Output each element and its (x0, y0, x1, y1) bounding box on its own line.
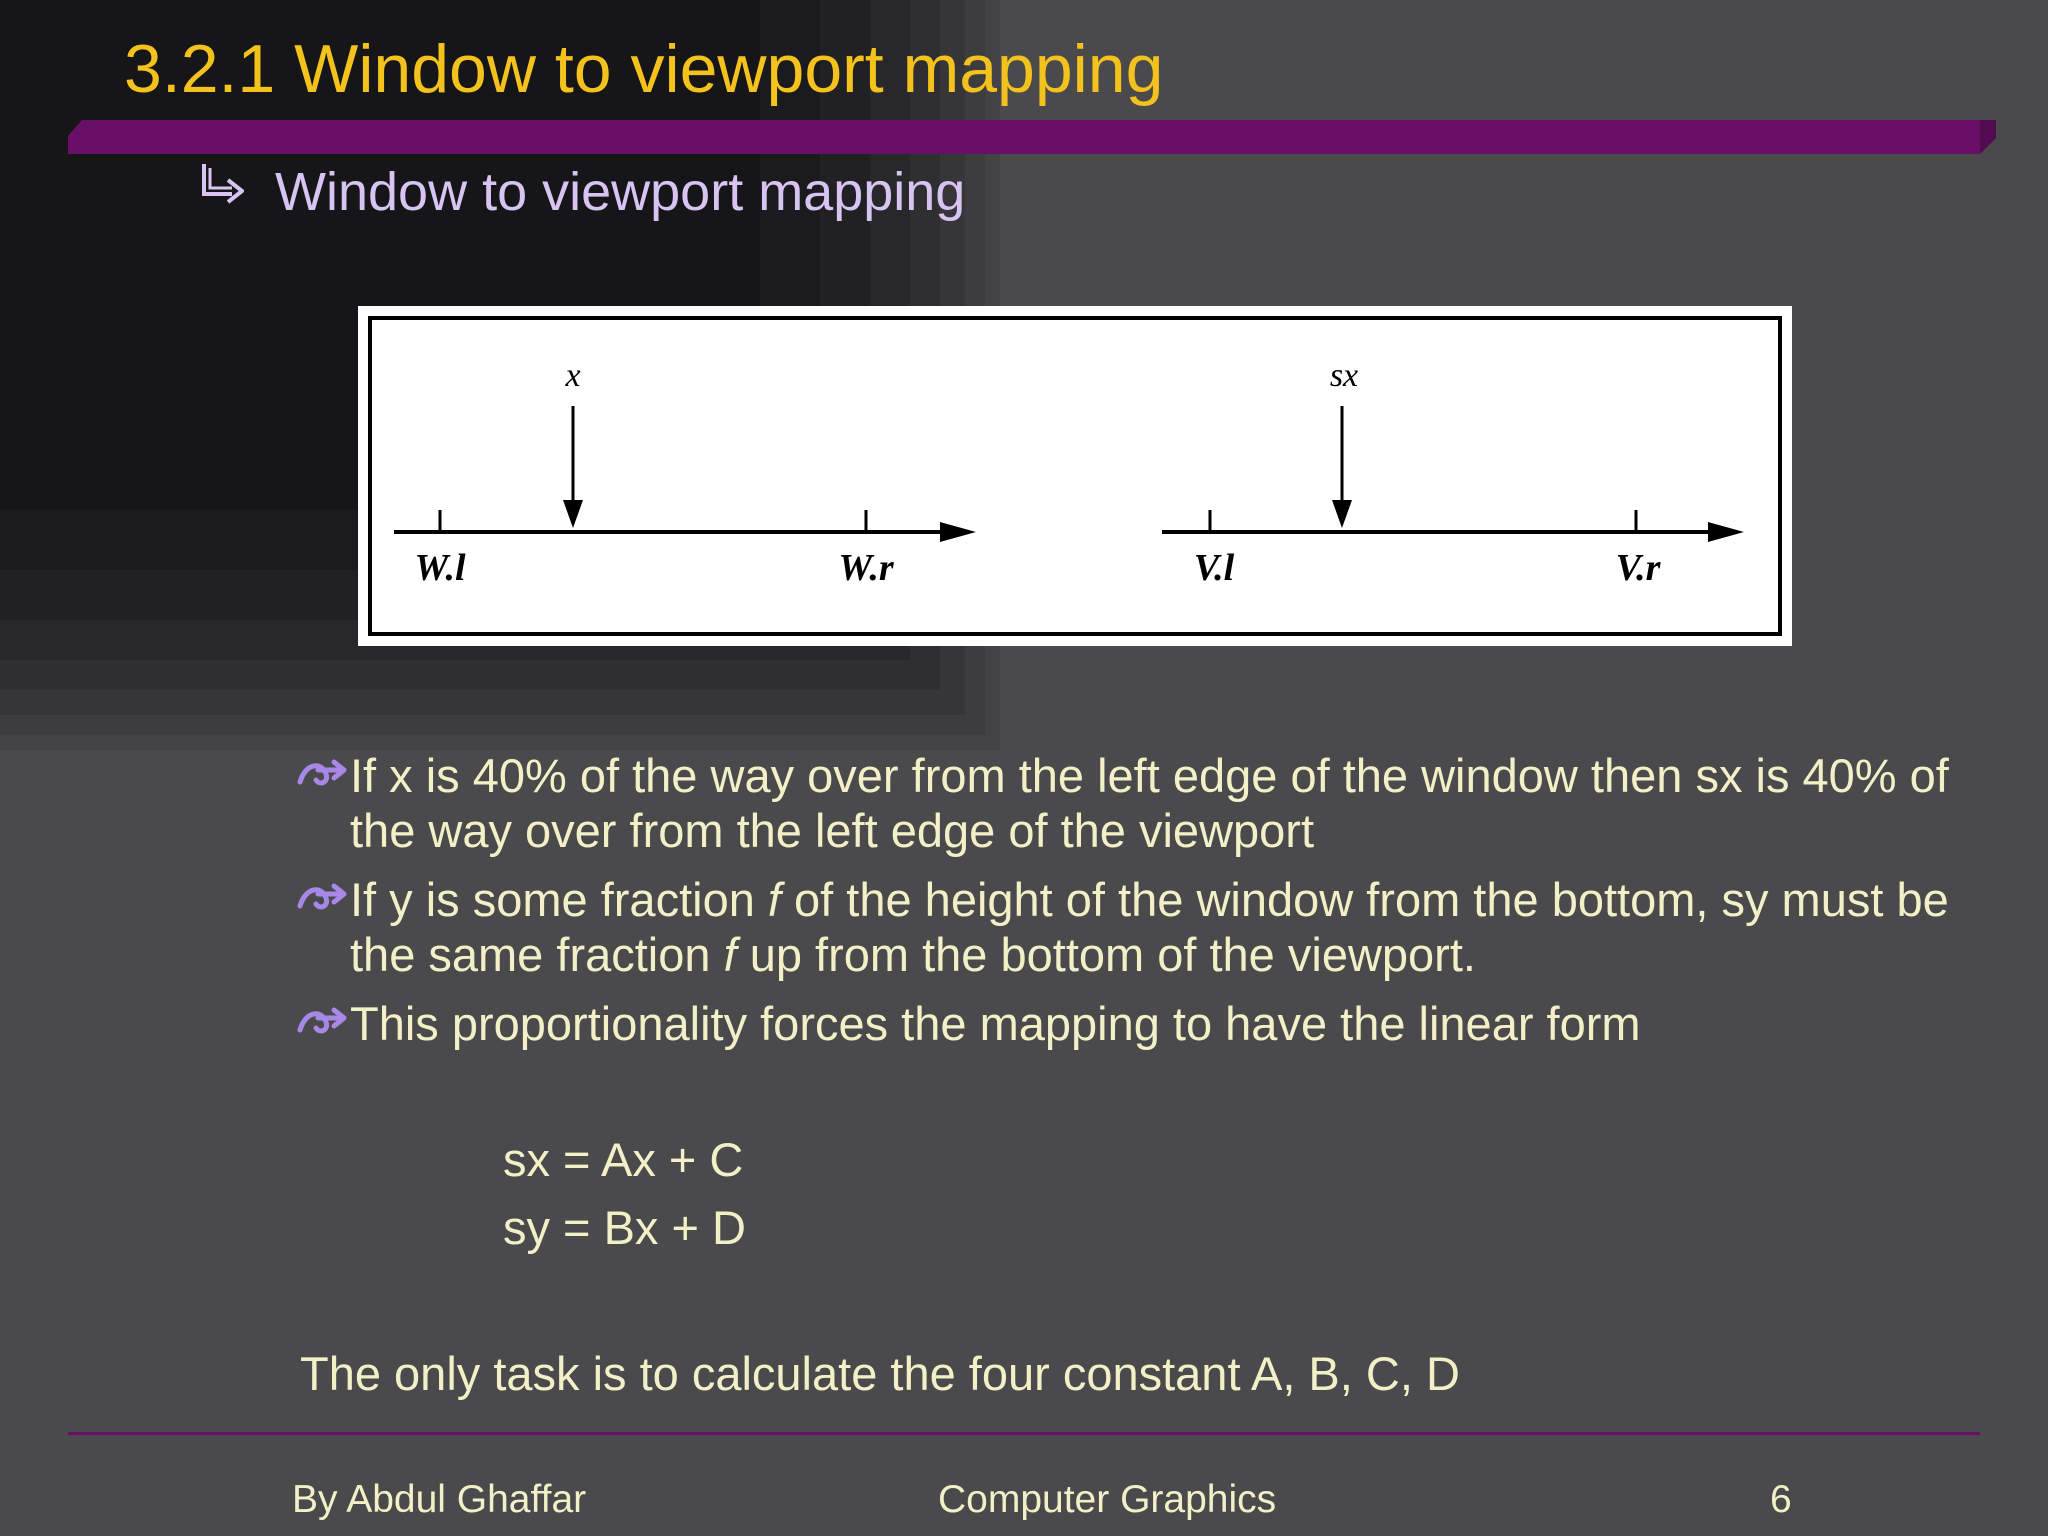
footer-page-number: 6 (1770, 1478, 1792, 1521)
text-run: If x is 40% of the way over from the left edge of the window then sx is 40% of the way over from the left edge of the viewport (350, 749, 1949, 857)
hooked-arrow-icon (196, 160, 248, 216)
bullet-text (350, 749, 1949, 857)
curled-arrow-icon (296, 1004, 348, 1040)
slide-title: 3.2.1 Window to viewport mapping (124, 31, 1164, 107)
equation-sx: sx = Ax + C (503, 1133, 744, 1186)
window-marker-arrowhead (563, 500, 583, 528)
text-run: up from the bottom of the viewport. (736, 928, 1476, 981)
bullet-item (296, 872, 1976, 982)
window-marker-label: x (565, 357, 581, 394)
viewport-marker-label: sx (1329, 357, 1359, 394)
curled-arrow-icon (296, 756, 348, 792)
window-axis-arrowhead (940, 522, 976, 542)
italic-variable: f (723, 928, 737, 981)
text-run: of the height of the window from the bottom, sy must be the same fraction (350, 873, 1949, 981)
window-right-label: W.r (838, 547, 894, 589)
viewport-marker-arrowhead (1332, 500, 1352, 528)
slide-subtitle (196, 160, 965, 223)
bullet-text (350, 997, 1641, 1050)
subtitle-text: Window to viewport mapping (275, 162, 966, 222)
curled-arrow-icon (296, 880, 348, 916)
text-run: This proportionality forces the mapping to have the linear form (350, 997, 1641, 1050)
viewport-left-label: V.l (1193, 547, 1235, 589)
equation-sy: sy = Bx + D (503, 1201, 746, 1254)
viewport-axis-arrowhead (1708, 522, 1744, 542)
figure-border (370, 318, 1780, 634)
conclusion-text: The only task is to calculate the four constant A, B, C, D (300, 1347, 1460, 1400)
bullet-item (296, 996, 1976, 1051)
footer-author: By Abdul Ghaffar (292, 1478, 587, 1521)
bullet-text (350, 873, 1949, 981)
mapping-figure (358, 306, 1792, 646)
text-run: If y is some fraction (350, 873, 768, 926)
italic-variable: f (767, 873, 781, 926)
window-left-label: W.l (414, 547, 466, 589)
mapping-diagram (358, 306, 1792, 646)
footer-divider (68, 1432, 1980, 1435)
footer-course: Computer Graphics (938, 1478, 1277, 1521)
bullet-list (296, 748, 1976, 1065)
title-accent-bar (68, 120, 1996, 154)
bullet-item (296, 748, 1976, 858)
viewport-right-label: V.r (1615, 547, 1661, 589)
